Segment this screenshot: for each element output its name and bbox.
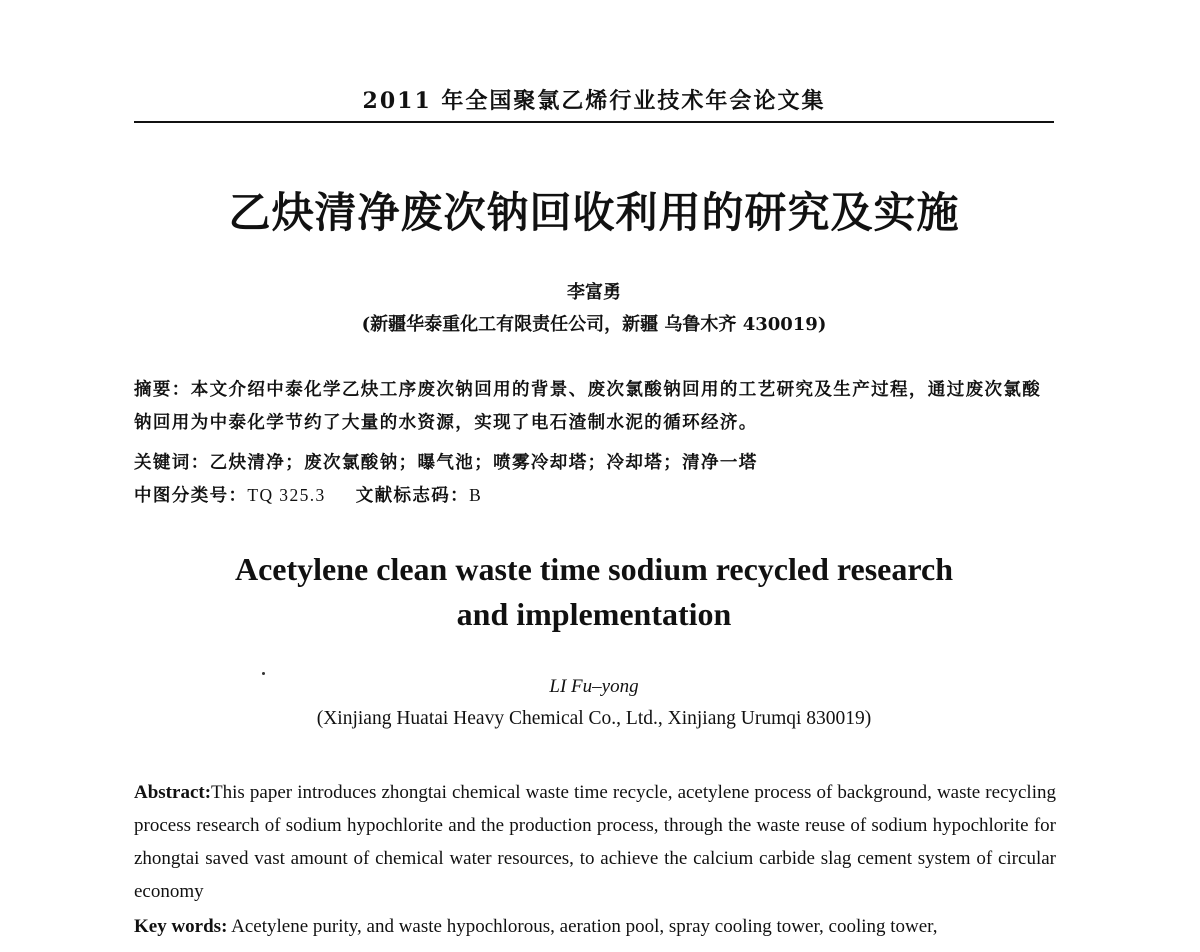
english-affiliation: (Xinjiang Huatai Heavy Chemical Co., Ltd., Xinjiang Urumqi 830019)	[316, 708, 872, 729]
chinese-affiliation: (新疆华泰重化工有限责任公司，新疆 乌鲁木齐 430019)	[361, 314, 827, 335]
chinese-author: 李富勇	[567, 282, 621, 303]
clc-label: 中图分类号：	[134, 486, 248, 506]
chinese-abstract-label: 摘要：	[134, 380, 191, 400]
header-rule	[134, 121, 1054, 123]
chinese-title: 乙炔清净废次钠回收利用的研究及实施	[228, 188, 960, 237]
english-keywords-label: Key words:	[134, 916, 228, 937]
english-title-line2: and implementation	[456, 596, 732, 632]
doc-code-value: B	[469, 485, 483, 505]
english-keywords	[134, 910, 1056, 943]
chinese-abstract-text: 本文介绍中泰化学乙炔工序废次钠回用的背景、废次氯酸钠回用的工艺研究及生产过程，通过废次氯酸钠回用为中泰化学节约了大量的水资源，实现了电石渣制水泥的循环经济。	[134, 380, 1042, 433]
chinese-keywords	[134, 449, 758, 474]
english-title-line1: Acetylene clean waste time sodium recycled research	[234, 551, 953, 587]
classification-line	[134, 482, 482, 507]
doc-code-label: 文献标志码：	[355, 486, 470, 506]
chinese-keywords-label: 关键词：	[134, 453, 210, 473]
english-author: LI Fu–yong	[549, 676, 639, 697]
running-header: 2011 年全国聚氯乙烯行业技术年会论文集	[362, 88, 826, 114]
scan-speck	[262, 672, 265, 675]
english-abstract-label: Abstract:	[134, 782, 212, 803]
clc-value: TQ 325.3	[247, 485, 326, 505]
english-abstract-text: This paper introduces zhongtai chemical waste time recycle, acetylene process of background, waste recycling process research of sodium hypochlorite and the production process, through the waste reuse of sodium hypochlorite for zhongtai saved vast amount of chemical water resources, to achieve the calcium carbide slag cement system of circular economy	[134, 782, 1056, 902]
english-abstract	[134, 776, 1056, 908]
chinese-abstract	[134, 374, 1059, 440]
english-keywords-text: Acetylene purity, and waste hypochlorous, aeration pool, spray cooling tower, cooling tower,	[231, 916, 938, 937]
english-title	[134, 547, 1054, 637]
chinese-keywords-text: 乙炔清净；废次氯酸钠；曝气池；喷雾冷却塔；冷却塔；清净一塔	[209, 453, 758, 473]
